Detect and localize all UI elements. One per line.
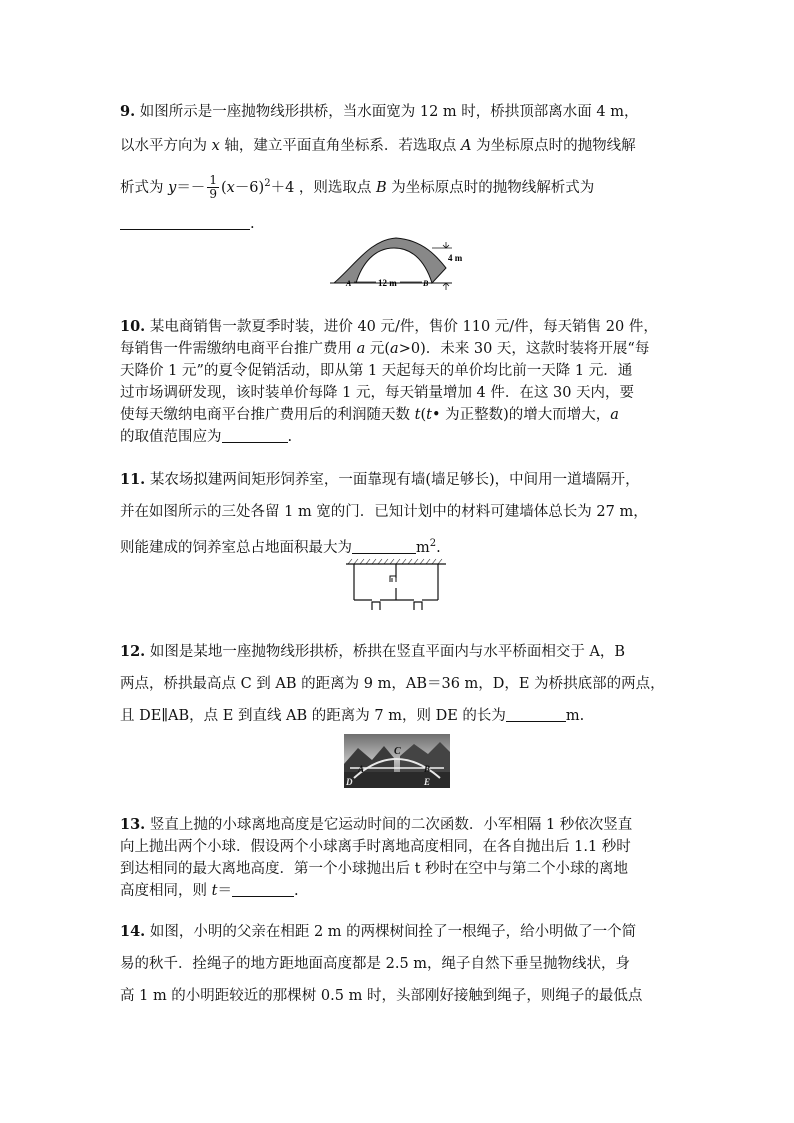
problem-13-line-4 [120, 880, 680, 902]
problem-14-line-3 [120, 982, 680, 1010]
math-var: t [426, 407, 432, 423]
unit: m [416, 539, 430, 556]
problem-number: 13. [120, 816, 146, 833]
problem-10-line-4 [120, 382, 680, 404]
problem-number: 9. [120, 103, 136, 120]
problem-text: . [436, 539, 441, 556]
math-var: A [461, 138, 472, 154]
problem-text: 如图，小明的父亲在相距 2 m 的两棵树间拴了一根绳子，给小明做了一个简 [149, 924, 637, 940]
problem-text: >0)．未来 30 天，这款时装将开展“每 [398, 341, 650, 357]
problem-text: 为坐标原点时的抛物线解析式为 [386, 179, 595, 196]
math-symbol: ＝ [217, 883, 232, 899]
math-symbol: －6) [234, 179, 265, 196]
problem-text: 析式为 [120, 179, 169, 196]
problem-13-line-3 [120, 858, 680, 880]
math-var: x [226, 179, 235, 196]
problem-text: . [287, 429, 293, 445]
problem-10-line-5 [120, 404, 680, 426]
arch-bridge-figure [328, 234, 464, 292]
problem-10-line-2 [120, 338, 680, 360]
point-A-label: A [358, 764, 365, 774]
problem-text: 两点，桥拱最高点 C 到 AB 的距离为 9 m，AB＝36 m，D，E 为桥拱底部的两点， [120, 676, 665, 692]
problem-text: 高度相同，则 [120, 883, 212, 899]
front-door-left [372, 602, 380, 610]
point-D-label: D [346, 777, 353, 787]
answer-blank[interactable] [120, 215, 250, 230]
point-C-label: C [394, 746, 401, 757]
problem-11 [120, 466, 680, 558]
problem-text: . [293, 883, 299, 899]
problem-text: 为坐标原点时的抛物线解 [471, 138, 636, 154]
math-exponent: 2 [429, 538, 437, 549]
problem-number: 14. [120, 923, 146, 940]
problem-11-line-3 [120, 530, 680, 558]
point-B-label: B [424, 764, 431, 774]
problem-text: 某农场拟建两间矩形饲养室，一面靠现有墙(墙足够长)，中间用一道墙隔开， [149, 472, 640, 488]
problem-text: 的取值范围应为 [120, 429, 222, 445]
answer-blank[interactable] [232, 882, 294, 897]
answer-blank[interactable] [506, 707, 566, 722]
problem-text: 过市场调研发现，该时装单价每降 1 元，每天销量增加 4 件．在这 30 天内，要 [120, 385, 635, 401]
math-var: t [211, 883, 218, 899]
problem-9-line-2 [120, 132, 680, 160]
problem-12-line-2 [120, 670, 680, 698]
problem-12 [120, 638, 680, 730]
width-label: 12 m [378, 278, 397, 288]
height-label: 4 m [448, 253, 463, 263]
problem-text: 如图所示是一座抛物线形拱桥，当水面宽为 12 m 时，桥拱顶部离水面 4 m， [139, 104, 639, 120]
problem-9-line-1 [120, 98, 680, 126]
problem-text: 天降价 1 元”的夏令促销活动，即从第 1 天起每天的单价均比前一天降 1 元．通 [120, 363, 633, 379]
problem-10-line-6 [120, 426, 680, 448]
bridge-photo-figure [344, 734, 450, 788]
problem-text: 则能建成的饲养室总占地面积最大为 [120, 539, 352, 556]
problem-11-line-1 [120, 466, 680, 494]
problem-11-line-2 [120, 498, 680, 526]
front-door-right [414, 602, 422, 610]
problem-9-line-3 [120, 162, 680, 206]
math-var: x [211, 138, 220, 154]
problem-12-line-3 [120, 702, 680, 730]
problem-number: 11. [120, 471, 146, 488]
problem-text: 高 1 m 的小明距较近的那棵树 0.5 m 时，头部刚好接触到绳子，则绳子的最低点 [120, 988, 643, 1004]
problem-text: 向上抛出两个小球．假设两个小球离手时离地高度相同，在各自抛出后 1.1 秒时 [120, 839, 631, 855]
math-symbol: ＝－ [176, 179, 206, 196]
problem-14-line-1 [120, 918, 680, 946]
problem-text: 以水平方向为 [120, 138, 212, 154]
answer-blank[interactable] [222, 428, 288, 443]
problem-number: 10. [120, 318, 146, 335]
problem-text: ＋4 ，则选取点 [270, 179, 377, 196]
problem-14 [120, 918, 680, 1010]
problem-number: 12. [120, 643, 146, 660]
math-var: a [390, 341, 399, 357]
fraction-numerator: 1 [209, 173, 217, 188]
problem-10-line-1 [120, 316, 680, 338]
problem-text: 元( [365, 341, 391, 357]
problem-text: 且 DE∥AB，点 E 到直线 AB 的距离为 7 m，则 DE 的长为 [120, 708, 506, 724]
point-E-label: E [424, 777, 431, 787]
point-A-label: A [346, 279, 352, 288]
problem-text: 某电商销售一款夏季时装，进价 40 元/件，售价 110 元/件，每天销售 20 件， [149, 319, 658, 335]
divider-door [390, 576, 396, 582]
problem-9 [120, 98, 680, 238]
math-var: a [356, 341, 366, 357]
problem-text: m. [565, 708, 585, 724]
problem-10 [120, 316, 680, 448]
problem-text: 易的秋千．拴绳子的地方距地面高度都是 2.5 m，绳子自然下垂呈抛物线状，身 [120, 956, 631, 972]
math-symbol: ( [220, 179, 227, 196]
fraction-denominator: 9 [209, 187, 217, 202]
math-var: t [414, 407, 421, 423]
fraction [207, 174, 219, 201]
answer-blank[interactable] [352, 539, 416, 554]
problem-text: 使每天缴纳电商平台推广费用后的利润随天数 [120, 407, 415, 423]
problem-text: 竖直上抛的小球离地高度是它运动时间的二次函数．小军相隔 1 秒依次竖直 [149, 817, 633, 833]
problem-13-line-2 [120, 836, 680, 858]
math-var: y [168, 179, 177, 196]
problem-text: 如图是某地一座抛物线形拱桥，桥拱在竖直平面内与水平桥面相交于 A，B [149, 644, 626, 660]
problem-text: 轴，建立平面直角坐标系．若选取点 [219, 138, 462, 154]
problem-13-line-1 [120, 814, 680, 836]
problem-14-line-2 [120, 950, 680, 978]
problem-text: 每销售一件需缴纳电商平台推广费用 [120, 341, 357, 357]
problem-10-line-3 [120, 360, 680, 382]
math-var: B [376, 179, 387, 196]
farm-room-figure [346, 558, 446, 614]
math-exponent: 2 [264, 178, 271, 189]
problem-12-line-1 [120, 638, 680, 666]
point-B-label: B [423, 279, 429, 288]
problem-text: . [250, 216, 255, 232]
problem-13 [120, 814, 680, 902]
arch-shape [334, 238, 446, 283]
problem-text: ( [420, 407, 427, 423]
problem-text: • 为正整数)的增大而增大， [431, 407, 611, 423]
problem-text: 到达相同的最大离地高度．第一个小球抛出后 t 秒时在空中与第二个小球的离地 [120, 861, 629, 877]
math-var: a [610, 407, 619, 423]
wall-hatching [348, 559, 442, 564]
problem-text: 并在如图所示的三处各留 1 m 宽的门．已知计划中的材料可建墙体总长为 27 m， [120, 504, 648, 520]
